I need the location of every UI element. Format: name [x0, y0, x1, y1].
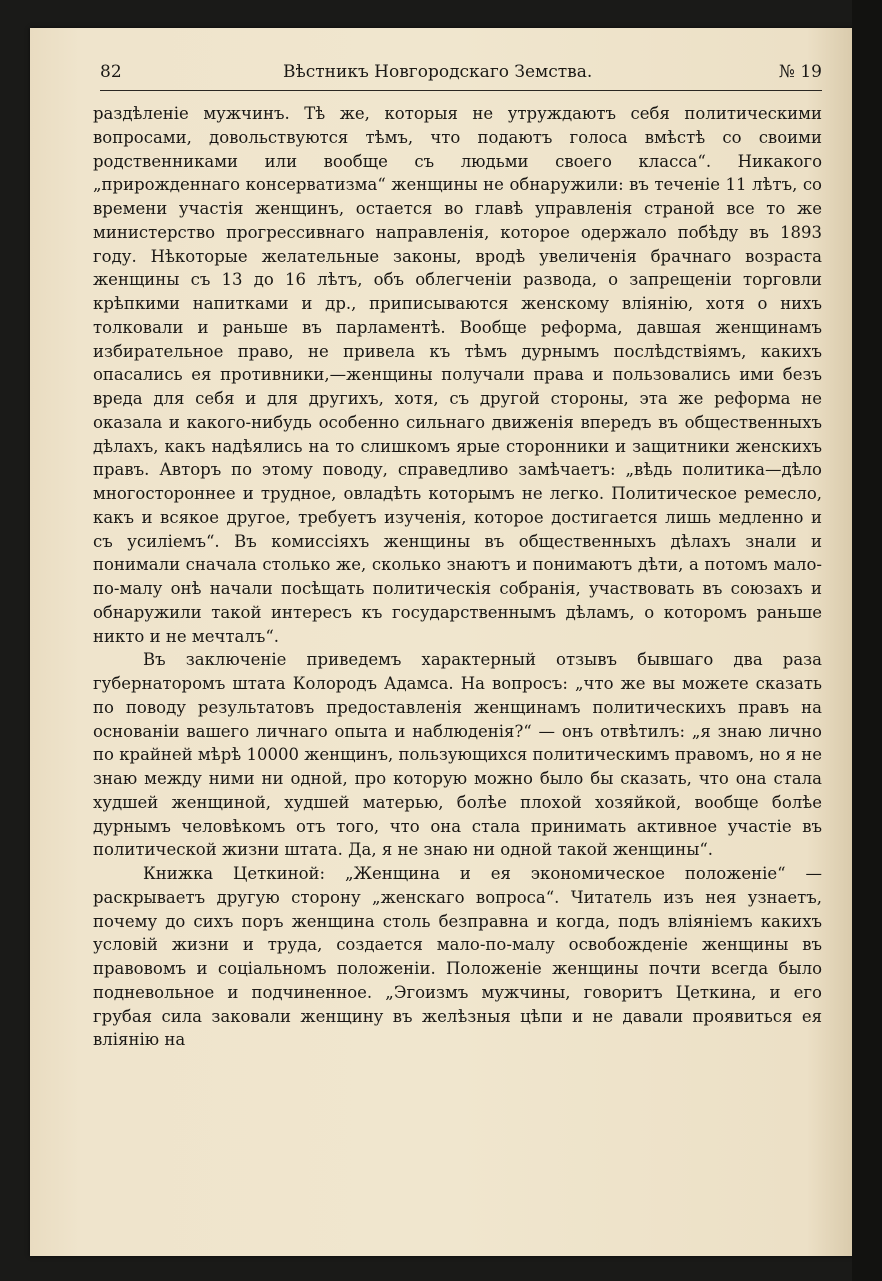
issue-number: № 19: [778, 62, 822, 82]
running-header: [100, 62, 822, 92]
journal-title: Вѣстникъ Новгородскаго Земства.: [283, 62, 593, 82]
body-text: [93, 102, 822, 1052]
paragraph: Книжка Цеткиной: „Женщина и ея экономическое положеніе“ — раскрываетъ другую сторону „женскаго вопроса“. Читатель изъ нея узнаетъ, почему до сихъ поръ женщина столь безправна и когда, подъ вліяніемъ какихъ условій жизни и труда, создается мало-по-малу освобожденіе женщины въ правовомъ и соціальномъ положеніи. Положеніе женщины почти всегда было подневольное и подчиненное. „Эгоизмъ мужчины, говоритъ Цеткина, и его грубая сила заковали женщину въ желѣзныя цѣпи и не давали проявиться ея вліянію на: [93, 864, 822, 1050]
header-rule: [100, 90, 822, 91]
paragraph: раздѣленіе мужчинъ. Тѣ же, которыя не утруждаютъ себя политическими вопросами, довольствуются тѣмъ, что подаютъ голоса вмѣстѣ со своими родственниками или вообще съ людьми своего класса“. Никакого „прирожденнаго консерватизма“ женщины не обнаружили: въ теченіе 11 лѣтъ, со времени участія женщинъ, остается во главѣ управленія страной все то же министерство прогрессивнаго направленія, которое одержало побѣду въ 1893 году. Нѣкоторые желательные законы, вродѣ увеличенія брачнаго возраста женщины съ 13 до 16 лѣтъ, объ облегченіи развода, о запрещеніи торговли крѣпкими напитками и др., приписываются женскому вліянію, хотя о нихъ толковали и раньше въ парламентѣ. Вообще реформа, давшая женщинамъ избирательное право, не привела къ тѣмъ дурнымъ послѣдствіямъ, какихъ опасались ея противники,—женщины получали права и пользовались ими безъ вреда для себя и для другихъ, хотя, съ другой стороны, эта же реформа не оказала и какого-нибудь особенно сильнаго движенія впередъ въ общественныхъ дѣлахъ, какъ надѣялись на то слишкомъ ярые сторонники и защитники женскихъ правъ. Авторъ по этому поводу, справедливо замѣчаетъ: „вѣдь политика—дѣло многостороннее и трудное, овладѣть которымъ не легко. Политическое ремесло, какъ и всякое другое, требуетъ изученія, которое достигается лишь медленно и съ усиліемъ“. Въ комиссіяхъ женщины въ общественныхъ дѣлахъ знали и понимали сначала столько же, сколько знаютъ и понимаютъ дѣти, а потомъ мало-по-малу онѣ начали посѣщать политическія собранія, участвовать въ союзахъ и обнаружили такой интересъ къ государственнымъ дѣламъ, о которомъ раньше никто и не мечталъ“.: [93, 104, 822, 646]
paragraph: Въ заключеніе приведемъ характерный отзывъ бывшаго два раза губернаторомъ штата Колородъ Адамса. На вопросъ: „что же вы можете сказать по поводу результатовъ предоставленія женщинамъ политическихъ правъ на основаніи вашего личнаго опыта и наблюденія?“ — онъ отвѣтилъ: „я знаю лично по крайней мѣрѣ 10000 женщинъ, пользующихся политическимъ правомъ, но я не знаю между ними ни одной, про которую можно было бы сказать, что она стала худшей женщиной, худшей матерью, болѣе плохой хозяйкой, вообще болѣе дурнымъ человѣкомъ отъ того, что она стала принимать активное участіе въ политической жизни штата. Да, я не знаю ни одной такой женщины“.: [93, 650, 822, 860]
page-number: 82: [100, 62, 122, 82]
scan-edge: [852, 0, 882, 1281]
